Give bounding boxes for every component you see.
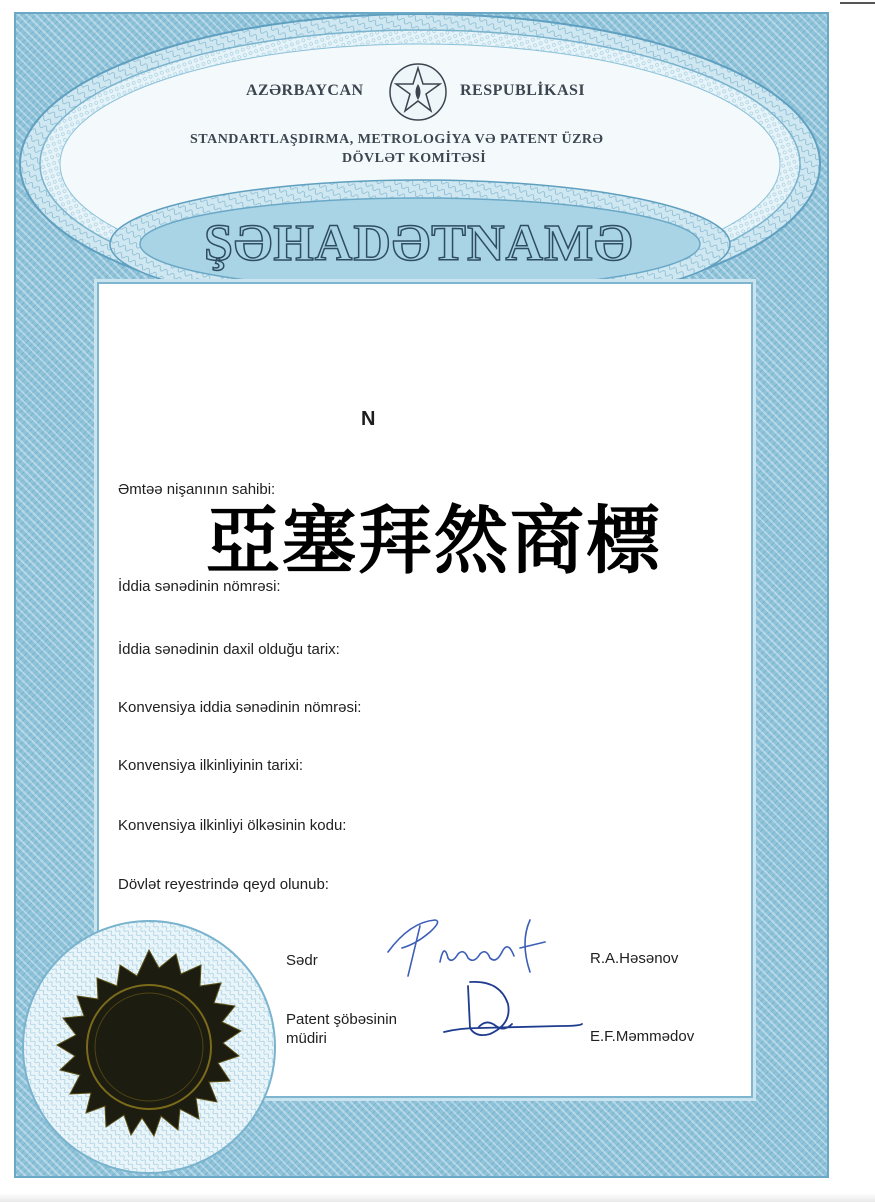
azerbaijan-state-emblem-icon — [388, 62, 448, 122]
dept-name: E.F.Məmmədov — [590, 1028, 695, 1045]
gold-foil-seal-icon — [18, 912, 280, 1182]
field-filing-date-label: İddia sənədinin daxil olduğu tarix: — [118, 641, 340, 658]
dept-title-line-1: Patent şöbəsinin — [286, 1011, 397, 1028]
chair-name: R.A.Həsənov — [590, 950, 679, 967]
certificate-number-label: N — [361, 408, 376, 430]
scan-bottom-edge — [0, 1193, 875, 1202]
country-right-label: RESPUBLİKASI — [460, 82, 586, 99]
scan-edge-mark — [840, 2, 875, 4]
dept-signature — [440, 976, 590, 1048]
field-convention-country-label: Konvensiya ilkinliyi ölkəsinin kodu: — [118, 817, 347, 834]
field-convention-number-label: Konvensiya iddia sənədinin nömrəsi: — [118, 699, 362, 716]
dept-title-line-2: müdiri — [286, 1030, 327, 1047]
field-convention-date-label: Konvensiya ilkinliyinin tarixi: — [118, 757, 304, 774]
certificate-title: ŞƏHADƏTNAMƏ — [204, 215, 634, 272]
owner-overlay-text: 亞塞拜然商標 — [206, 498, 662, 584]
field-application-number-label: İddia sənədinin nömrəsi: — [118, 578, 281, 595]
chair-signature — [380, 912, 555, 984]
committee-line-2: DÖVLƏT KOMİTƏSİ — [342, 151, 487, 166]
field-owner-label: Əmtəə nişanının sahibi: — [118, 481, 276, 498]
committee-line-1: STANDARTLAŞDIRMA, METROLOGİYA VƏ PATENT ÜZRƏ — [190, 132, 604, 147]
field-registry-label: Dövlət reyestrində qeyd olunub: — [118, 876, 329, 893]
country-left-label: AZƏRBAYCAN — [246, 82, 364, 99]
chair-title: Sədr — [286, 952, 318, 969]
